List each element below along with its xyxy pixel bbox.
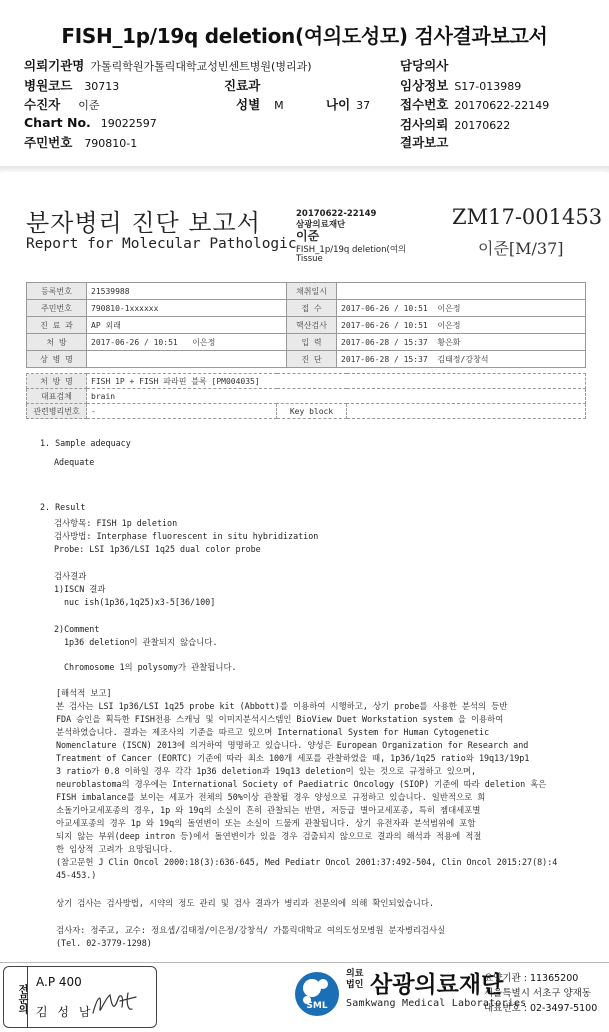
cell-value	[337, 317, 586, 334]
organization-name: 삼광의료재단	[370, 972, 504, 998]
interpretation-line: 3 ratio가 0.8 이하일 경우 각각 1p36 deletion과 19q13 deletion이 있는 것으로 규정하고 있으며,	[56, 766, 477, 776]
cell-label: 상 병 명	[27, 351, 87, 368]
report-title-english: Report for Molecular Pathologic	[26, 236, 297, 252]
cell-label: 채취일시	[287, 283, 337, 300]
comment-heading: 2)Comment	[54, 624, 100, 634]
interpretation-heading: [해석적 보고]	[56, 688, 112, 698]
organization-phone: 대표번호 : 02-3497-5100	[484, 1003, 598, 1014]
confirmation-statement: 상기 검사는 검사방법, 시약의 정도 관리 및 검사 결과가 병리과 전문의에 의해 확인되었습니다.	[56, 898, 435, 908]
interpretation-line: neuroblastoma의 경우에는 International Society of Paediatric Oncology (SIOP) 기준에 따라 deletion 혹은	[56, 779, 547, 789]
cell-value	[337, 334, 586, 351]
comment-line-2: Chromosome 1의 polysomy가 관찰됩니다.	[64, 662, 237, 672]
extract-staff: 이은정	[437, 320, 461, 330]
header-patient	[24, 95, 100, 113]
specialist-label: 전문의	[4, 967, 28, 1027]
table-row	[27, 351, 586, 368]
value-ssn: 790810-1	[84, 137, 138, 150]
cell-value	[337, 300, 586, 317]
cell-label: 입 력	[287, 334, 337, 351]
input-datetime: 2017-06-28 / 15:37	[341, 337, 428, 347]
patient-info-table	[26, 282, 586, 368]
label-requesting-org: 의뢰기관명	[24, 58, 85, 73]
value-clinical-info: S17-013989	[454, 80, 522, 93]
header-result-report	[400, 133, 454, 151]
org-type-line-2: 법인	[346, 980, 364, 990]
header-chart-no	[24, 115, 157, 130]
label-clinical-info: 임상정보	[400, 78, 449, 93]
case-number: ZM17-001453	[452, 205, 603, 229]
cell-label: 처 방	[27, 334, 87, 351]
value-request-date: 20170622	[454, 119, 511, 132]
header-request-date	[400, 115, 510, 133]
header-ssn	[24, 133, 137, 151]
table-row	[27, 300, 586, 317]
test-item: 검사항목: FISH 1p deletion	[54, 518, 178, 528]
interpretation-line: 본 검사는 LSI 1p36/LSI 1q25 probe kit (Abbott)를 이용하여 시행하고, 상기 probe를 사용한 분석의 등반	[56, 701, 508, 711]
value-patient: 이준	[78, 99, 100, 112]
value-sex: M	[274, 99, 284, 112]
label-hospital-code: 병원코드	[24, 78, 73, 93]
table-row	[27, 404, 586, 419]
label-ssn: 주민번호	[24, 135, 73, 150]
test-probe: Probe: LSI 1p36/LSI 1q25 dual color probe	[54, 544, 261, 554]
interpretation-reference: 45-453.)	[56, 870, 97, 880]
value-chart-no: 19022597	[100, 117, 157, 130]
value-hospital-code: 30713	[84, 80, 120, 93]
cell-value: 21539988	[87, 283, 287, 300]
order-staff: 이은정	[192, 337, 216, 347]
stamp-patient-name: 이준	[296, 229, 320, 243]
stamp-specimen: Tissue	[296, 254, 323, 264]
interpretation-line: 되지 않는 부위(deep intron 등)에서 돌연변이가 있을 경우 검출되지 않으므로 결과의 해석과 적용에 적절	[56, 831, 482, 841]
document-title: FISH_1p/19q deletion(여의도성모) 검사결과보고서	[61, 24, 548, 48]
organization-name-english: Samkwang Medical Laboratories	[346, 998, 527, 1009]
result-heading: 검사결과	[54, 571, 87, 581]
section-result-title: 2. Result	[40, 502, 86, 512]
table-row	[27, 374, 586, 389]
header-age	[326, 95, 370, 113]
header-sex	[236, 95, 284, 113]
interpretation-line: Nomenclature (ISCN) 2013에 의거하여 명명하고 있습니다. 양성은 European Organization for Research and	[56, 740, 529, 750]
value-age: 37	[356, 99, 371, 112]
cell-label: 핵산검사	[287, 317, 337, 334]
license-code: A.P 400	[36, 975, 82, 989]
patient-tag: 이준[M/37]	[478, 239, 564, 258]
receipt-staff: 이은정	[437, 303, 461, 313]
label-result-report: 결과보고	[400, 135, 449, 150]
cell-value: brain	[87, 389, 586, 404]
label-receipt-no: 접수번호	[400, 97, 449, 112]
cell-value: AP 외래	[87, 317, 287, 334]
interpretation-line: Treatment of Cancer (EORTC) 기준에 따라 최소 100개 세포를 관찰하였을 때, 1p36/1q25 ratio와 19q13/19p1	[56, 753, 530, 763]
cell-value: 790810-1xxxxxx	[87, 300, 287, 317]
cell-value	[337, 351, 586, 368]
cell-value	[347, 404, 586, 419]
interpretation-line: 아교세포종의 경우 1p 와 19q의 돌연변이 또는 소실이 드물게 관찰됩니다. 상기 유전자좌 분석범위에 포함	[56, 818, 476, 828]
footer-divider	[0, 962, 609, 963]
comment-line-1: 1p36 deletion이 관찰되지 않습니다.	[64, 637, 218, 647]
cell-value: -	[87, 404, 277, 419]
label-dept: 진료과	[224, 78, 261, 93]
cell-label: 접 수	[287, 300, 337, 317]
pathologist-signature-box	[3, 966, 157, 1028]
cell-label: 등록번호	[27, 283, 87, 300]
value-receipt-no: 20170622-22149	[454, 99, 550, 112]
iscn-result: nuc ish(1p36,1q25)x3-5[36/100]	[64, 597, 216, 607]
interpretation-line: 분석하였습니다. 결과는 제조사의 기준을 따르고 있으며 International System for Human Cytogenetic	[56, 727, 490, 737]
header-hospital-code	[24, 76, 119, 94]
header-clinical-info	[400, 76, 521, 94]
label-attending-doctor: 담당의사	[400, 58, 449, 73]
test-method: 검사방법: Interphase fluorescent in situ hybridization	[54, 531, 319, 541]
header-dept	[224, 76, 266, 94]
cell-label: Key block	[277, 404, 347, 419]
table-row	[27, 317, 586, 334]
cell-label: 처 방 명	[27, 374, 87, 389]
order-info-table	[26, 373, 586, 419]
cell-label: 진 단	[287, 351, 337, 368]
section-sample-adequacy-title: 1. Sample adequacy	[40, 438, 131, 448]
header-row-org	[24, 56, 312, 74]
label-age: 나이	[326, 97, 351, 112]
diag-staff: 김태정/강창석	[437, 354, 489, 364]
cell-value	[337, 283, 586, 300]
extract-datetime: 2017-06-26 / 10:51	[341, 320, 428, 330]
label-patient: 수진자	[24, 97, 61, 112]
label-request-date: 검사의뢰	[400, 117, 449, 132]
interpretation-line: 소돌기아교세포종의 경우, 1p 와 19q의 소실이 흔히 관찰되는 반면, 저등급 별아교세포종, 특히 젬대세포별	[56, 805, 481, 815]
cell-value	[87, 351, 287, 368]
cell-value	[87, 334, 287, 351]
diag-datetime: 2017-06-28 / 15:37	[341, 354, 428, 364]
table-row	[27, 334, 586, 351]
order-datetime: 2017-06-26 / 10:51	[91, 337, 178, 347]
staff-line: 검사자: 정주교, 교수: 정요셉/김태정/이은정/강창석/ 가톨릭대학교 여의도성모병원 분자병리검사실	[56, 925, 446, 935]
iscn-heading: 1)ISCN 결과	[54, 584, 106, 594]
handwritten-signature-icon	[90, 989, 140, 1019]
table-row	[27, 389, 586, 404]
stamp-org: 삼광의료재단	[296, 220, 346, 230]
org-type-line-1: 의료	[346, 969, 364, 979]
cell-label: 대표검체	[27, 389, 87, 404]
interpretation-reference: (참고문헌 J Clin Oncol 2000:18(3):636-645, Med Pediatr Oncol 2001:37:492-504, Clin Oncol 2015:27(8):4	[56, 857, 558, 867]
value-requesting-org: 가톨릭학원가톨릭대학교성빈센트병원(병리과)	[90, 60, 312, 73]
header-receipt-no	[400, 95, 549, 113]
interpretation-line: 한 임상적 고려가 요망됩니다.	[56, 844, 174, 854]
cell-label: 관련병리번호	[27, 404, 87, 419]
cell-label: 주민번호	[27, 300, 87, 317]
pathologist-name: 김 성 남	[36, 1005, 94, 1019]
institution-code: 요양기관 : 11365200	[484, 973, 579, 984]
interpretation-line: FISH imbalance를 보이는 세포가 전체의 50%이상 관찰될 경우 양성으로 규정하고 있습니다. 일반적으로 희	[56, 792, 486, 802]
telephone-line: (Tel. 02-3779-1298)	[56, 938, 152, 948]
stamp-receipt-no: 20170622-22149	[296, 209, 377, 219]
header-attending	[400, 56, 454, 74]
label-chart-no: Chart No.	[24, 115, 91, 130]
cell-label: 진 료 과	[27, 317, 87, 334]
logo-text: SML	[306, 1001, 328, 1011]
report-title-korean: 분자병리 진단 보고서	[26, 209, 261, 237]
interpretation-line: FDA 승인을 획득한 FISH전용 스캐닝 및 이미지분석시스템인 BioView Duet Workstation system 을 이용하여	[56, 714, 504, 724]
organization-address: 서울특별시 서초구 양재동	[484, 988, 591, 999]
input-staff: 황은화	[437, 337, 461, 347]
cell-value: FISH 1P + FISH 파라핀 블록 [PM004035]	[87, 374, 586, 389]
org-type-label	[346, 969, 363, 991]
receipt-datetime: 2017-06-26 / 10:51	[341, 303, 428, 313]
sml-logo-icon	[293, 970, 341, 1018]
stamp-test-name: FISH_1p/19q deletion(여의	[296, 245, 407, 255]
sample-adequacy-value: Adequate	[54, 457, 95, 467]
label-sex: 성별	[236, 97, 261, 112]
table-row	[27, 283, 586, 300]
